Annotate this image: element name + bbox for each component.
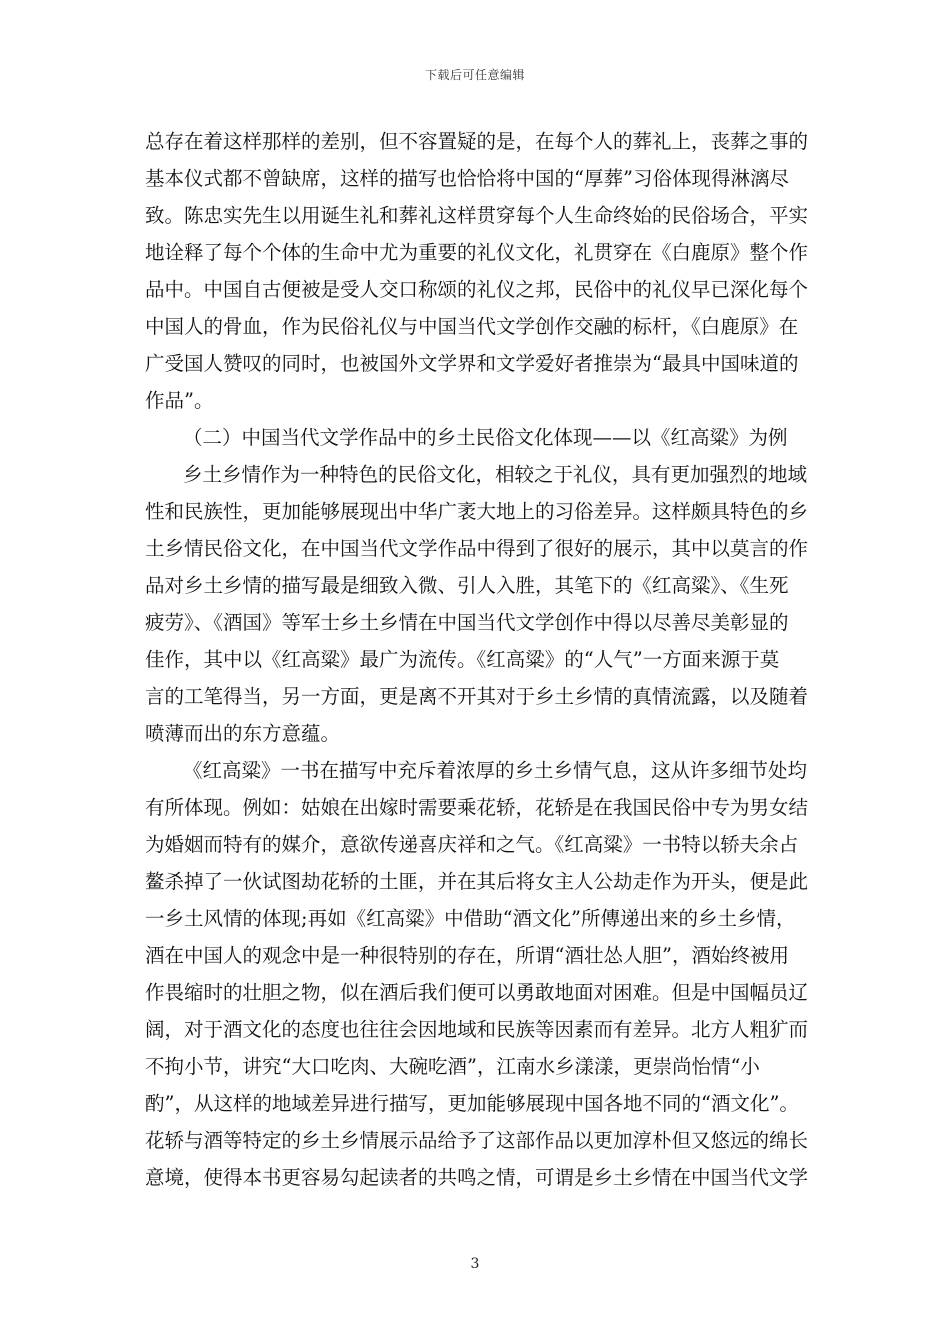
body-line: 中国人的骨血，作为民俗礼仪与中国当代文学创作交融的标杆，《白鹿原》在 [145,315,799,338]
body-line: 作畏缩时的壮胆之物，似在酒后我们便可以勇敢地面对困难。但是中国幅员辽 [145,981,809,1004]
body-line: 地诠释了每个个体的生命中尤为重要的礼仪文化，礼贯穿在《白鹿原》整个作 [145,241,809,264]
body-line: 酒在中国人的观念中是一种很特别的存在，所谓“酒壮怂人胆”，酒始终被用 [145,944,789,967]
body-line: 疲劳》、《酒国》等军士乡土乡情在中国当代文学创作中得以尽善尽美彰显的 [145,611,789,634]
body-line: 作品”。 [145,389,214,412]
body-line: 为婚姻而特有的媒介，意欲传递喜庆祥和之气。《红高粱》一书特以轿夫余占 [145,833,799,856]
body-line: 《红高粱》一书在描写中充斥着浓厚的乡土乡情气息，这从许多细节处均 [183,759,808,782]
body-line: 广受国人赞叹的同时，也被国外文学界和文学爱好者推崇为“最具中国味道的 [145,352,799,375]
body-line: 佳作，其中以《红高粱》最广为流传。《红高粱》的“人气”一方面来源于莫 [145,648,780,671]
body-line: 花轿与酒等特定的乡土乡情展示品给予了这部作品以更加淳朴但又悠远的绵长 [145,1129,809,1152]
body-line: 阔，对于酒文化的态度也往往会因地域和民族等因素而有差异。北方人粗犷而 [145,1018,809,1041]
body-line: 酌”，从这样的地域差异进行描写，更加能够展现中国各地不同的“酒文化”。 [145,1092,799,1115]
body-line: 基本仪式都不曾缺席，这样的描写也恰恰将中国的“厚葬”习俗体现得淋漓尽 [145,167,789,190]
body-line: 总存在着这样那样的差别，但不容置疑的是，在每个人的葬礼上，丧葬之事的 [145,130,809,153]
document-body [145,123,809,1196]
section-heading: （二）中国当代文学作品中的乡土民俗文化体现——以《红高粱》为例 [183,426,788,449]
body-line: 不拘小节，讲究“大口吃肉、大碗吃酒”，江南水乡漾漾，更崇尚怡情“小 [145,1055,760,1078]
body-line: 品中。中国自古便被是受人交口称颂的礼仪之邦，民俗中的礼仪早已深化每个 [145,278,809,301]
body-line: 品对乡土乡情的描写最是细致入微、引人入胜，其笔下的《红高粱》、《生死 [145,574,789,597]
page-header: 下载后可任意编辑 [424,68,525,82]
body-line: 鳌杀掉了一伙试图劫花轿的土匪，并在其后将女主人公劫走作为开头，便是此 [145,870,809,893]
body-line: 喷薄而出的东方意蕴。 [145,722,341,745]
body-line: 土乡情民俗文化，在中国当代文学作品中得到了很好的展示，其中以莫言的作 [145,537,809,560]
body-line: 言的工笔得当，另一方面，更是离不开其对于乡土乡情的真情流露，以及随着 [145,685,809,708]
page-number: 3 [470,1256,480,1272]
body-line: 致。陈忠实先生以用诞生礼和葬礼这样贯穿每个人生命终始的民俗场合，平实 [145,204,809,227]
body-line: 乡土乡情作为一种特色的民俗文化，相较之于礼仪，具有更加强烈的地域 [183,463,808,486]
body-line: 一乡土风情的体现;再如《红高粱》中借助“酒文化”所傳递出来的乡土乡情， [145,907,796,930]
body-line: 意境，使得本书更容易勾起读者的共鸣之情，可谓是乡土乡情在中国当代文学 [145,1166,809,1189]
body-line: 有所体现。例如：姑娘在出嫁时需要乘花轿，花轿是在我国民俗中专为男女结 [145,796,809,819]
body-line: 性和民族性，更加能够展现出中华广袤大地上的习俗差异。这样颇具特色的乡 [145,500,809,523]
